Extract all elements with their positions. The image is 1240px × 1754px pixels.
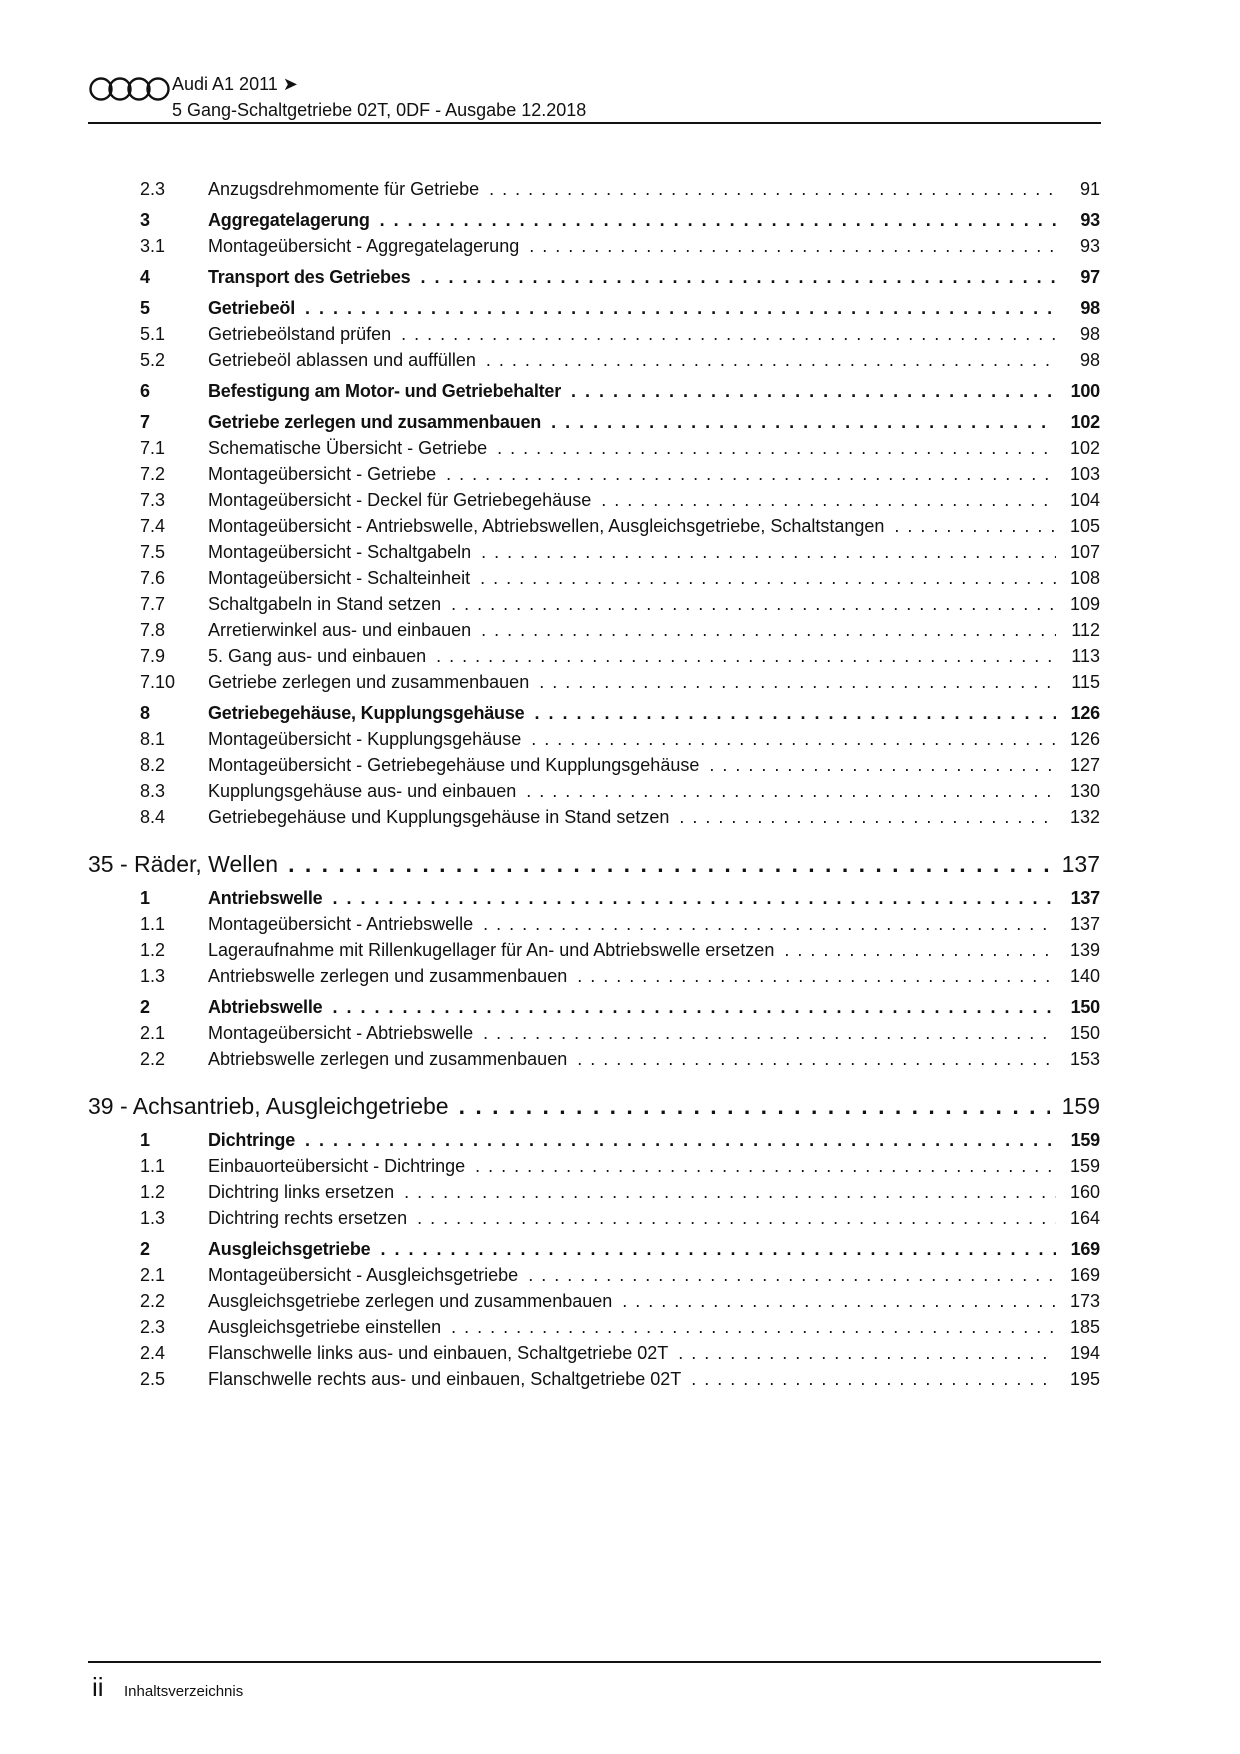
- toc-entry-number: 1.1: [140, 914, 166, 934]
- toc-section-entry[interactable]: [88, 409, 1100, 435]
- toc-entry-page: 98: [1079, 350, 1100, 370]
- toc-entry-number: 1.1: [140, 1156, 166, 1176]
- toc-entry-title: Transport des Getriebes: [208, 267, 411, 287]
- toc-entry-number: 3.1: [140, 236, 166, 256]
- toc-subsection-entry[interactable]: [88, 804, 1100, 830]
- toc-entry-title: Getriebe zerlegen und zusammenbauen: [208, 672, 530, 692]
- dot-leader: [534, 700, 1056, 726]
- toc-entry-page: 164: [1069, 1208, 1100, 1228]
- toc-entry-title: Montageübersicht - Getriebe: [208, 464, 437, 484]
- dot-leader: [784, 937, 1056, 963]
- toc-entry-number: 1: [140, 1130, 150, 1150]
- header-divider: [88, 122, 1101, 124]
- dot-leader: [305, 1127, 1056, 1153]
- toc-subsection-entry[interactable]: [88, 1020, 1100, 1046]
- toc-entry-number: 7.6: [140, 568, 166, 588]
- toc-entry-title: Dichtring rechts ersetzen: [208, 1208, 408, 1228]
- toc-entry-title: Montageübersicht - Ausgleichsgetriebe: [208, 1265, 519, 1285]
- dot-leader: [601, 487, 1056, 513]
- toc-entry-page: 137: [1069, 914, 1100, 934]
- toc-entry-number: 2.1: [140, 1265, 166, 1285]
- toc-subsection-entry[interactable]: [88, 1153, 1100, 1179]
- toc-entry-page: 115: [1071, 672, 1100, 692]
- toc-entry-page: 127: [1069, 755, 1100, 775]
- dot-leader: [497, 435, 1056, 461]
- toc-entry-page: 91: [1079, 179, 1100, 199]
- dot-leader: [481, 617, 1056, 643]
- dot-leader: [380, 207, 1056, 233]
- toc-entry-title: Anzugsdrehmomente für Getriebe: [208, 179, 480, 199]
- toc-subsection-entry[interactable]: [88, 726, 1100, 752]
- dot-leader: [404, 1179, 1056, 1205]
- toc-entry-number: 2: [140, 1239, 150, 1259]
- toc-subsection-entry[interactable]: [88, 233, 1100, 259]
- toc-entry-title: Schaltgabeln in Stand setzen: [208, 594, 442, 614]
- toc-entry-title: Antriebswelle zerlegen und zusammenbauen: [208, 966, 568, 986]
- toc-entry-title: Montageübersicht - Schaltgabeln: [208, 542, 472, 562]
- toc-entry-page: 112: [1071, 620, 1100, 640]
- toc-subsection-entry[interactable]: [88, 347, 1100, 373]
- toc-entry-title: Montageübersicht - Antriebswelle, Abtriebswellen, Ausgleichsgetriebe, Schaltstangen: [208, 516, 885, 536]
- toc-entry-page: 140: [1069, 966, 1100, 986]
- toc-entry-title: Flanschwelle rechts aus- und einbauen, Schaltgetriebe 02T: [208, 1369, 682, 1389]
- toc-entry-page: 97: [1080, 267, 1100, 287]
- toc-entry-title: Flanschwelle links aus- und einbauen, Schaltgetriebe 02T: [208, 1343, 669, 1363]
- toc-entry-title: 39 - Achsantrieb, Ausgleichgetriebe: [88, 1093, 449, 1119]
- toc-subsection-entry[interactable]: [88, 461, 1100, 487]
- toc-entry-title: Aggregatelagerung: [208, 210, 370, 230]
- dot-leader: [528, 1262, 1056, 1288]
- toc-entry-page: 100: [1070, 381, 1100, 401]
- audi-rings-icon: [88, 76, 172, 102]
- toc-entry-page: 137: [1061, 851, 1100, 877]
- toc-subsection-entry[interactable]: [88, 1366, 1100, 1392]
- toc-entry-number: 5.1: [140, 324, 166, 344]
- toc-entry-number: 7.8: [140, 620, 166, 640]
- dot-leader: [539, 669, 1056, 695]
- toc-entry-number: 2.2: [140, 1291, 166, 1311]
- toc-entry-number: 1.2: [140, 1182, 166, 1202]
- toc-subsection-entry[interactable]: [88, 1314, 1100, 1340]
- toc-entry-page: 153: [1069, 1049, 1100, 1069]
- toc-section-entry[interactable]: [88, 994, 1100, 1020]
- toc-subsection-entry[interactable]: [88, 539, 1100, 565]
- toc-entry-title: Dichtringe: [208, 1130, 296, 1150]
- toc-subsection-entry[interactable]: [88, 1205, 1100, 1231]
- toc-entry-title: Antriebswelle: [208, 888, 323, 908]
- dot-leader: [577, 1046, 1056, 1072]
- toc-entry-title: Montageübersicht - Abtriebswelle: [208, 1023, 474, 1043]
- toc-entry-title: Ausgleichsgetriebe zerlegen und zusammenbauen: [208, 1291, 613, 1311]
- toc-entry-number: 5.2: [140, 350, 166, 370]
- toc-entry-number: 1.2: [140, 940, 166, 960]
- toc-entry-title: Dichtring links ersetzen: [208, 1182, 395, 1202]
- toc-entry-page: 126: [1069, 729, 1100, 749]
- toc-entry-number: 4: [140, 267, 150, 287]
- toc-entry-number: 1: [140, 888, 150, 908]
- dot-leader: [529, 233, 1056, 259]
- toc-subsection-entry[interactable]: [88, 1262, 1100, 1288]
- toc-entry-title: Getriebe zerlegen und zusammenbauen: [208, 412, 542, 432]
- toc-entry-page: 194: [1069, 1343, 1100, 1363]
- toc-entry-number: 7.1: [140, 438, 166, 458]
- footer-page-number: ii: [92, 1672, 104, 1702]
- toc-entry-page: 93: [1079, 236, 1100, 256]
- toc-entry-page: 105: [1069, 516, 1100, 536]
- toc-entry-title: Montageübersicht - Aggregatelagerung: [208, 236, 520, 256]
- toc-subsection-entry[interactable]: [88, 435, 1100, 461]
- toc-entry-page: 195: [1069, 1369, 1100, 1389]
- toc-subsection-entry[interactable]: [88, 591, 1100, 617]
- dot-leader: [446, 461, 1056, 487]
- toc-section-entry[interactable]: [88, 295, 1100, 321]
- dot-leader: [678, 1340, 1056, 1366]
- toc-section-entry[interactable]: [88, 1236, 1100, 1262]
- toc-entry-title: Montageübersicht - Kupplungsgehäuse: [208, 729, 522, 749]
- dot-leader: [894, 513, 1056, 539]
- header-model: Audi A1 2011 ➤: [172, 74, 298, 94]
- toc-entry-title: Getriebeöl: [208, 298, 296, 318]
- toc-entry-title: Arretierwinkel aus- und einbauen: [208, 620, 472, 640]
- toc-entry-number: 2.4: [140, 1343, 166, 1363]
- dot-leader: [288, 848, 1050, 880]
- toc-entry-number: 8: [140, 703, 150, 723]
- toc-entry-title: Abtriebswelle: [208, 997, 323, 1017]
- toc-subsection-entry[interactable]: [88, 487, 1100, 513]
- toc-entry-number: 7.2: [140, 464, 166, 484]
- toc-subsection-entry[interactable]: [88, 1340, 1100, 1366]
- toc-subsection-entry[interactable]: [88, 1288, 1100, 1314]
- toc-entry-page: 104: [1069, 490, 1100, 510]
- toc-entry-page: 102: [1069, 438, 1100, 458]
- toc-entry-number: 2.1: [140, 1023, 166, 1043]
- dot-leader: [622, 1288, 1056, 1314]
- dot-leader: [691, 1366, 1056, 1392]
- toc-entry-page: 150: [1069, 1023, 1100, 1043]
- toc-section-entry[interactable]: [88, 1127, 1100, 1153]
- dot-leader: [475, 1153, 1056, 1179]
- toc-subsection-entry[interactable]: [88, 778, 1100, 804]
- dot-leader: [459, 1090, 1050, 1122]
- toc-section-entry[interactable]: [88, 264, 1100, 290]
- toc-entry-title: Getriebegehäuse, Kupplungsgehäuse: [208, 703, 525, 723]
- toc-entry-title: Ausgleichsgetriebe: [208, 1239, 371, 1259]
- toc-subsection-entry[interactable]: [88, 565, 1100, 591]
- header-subtitle: 5 Gang-Schaltgetriebe 02T, 0DF - Ausgabe 12.2018: [172, 100, 587, 120]
- dot-leader: [489, 176, 1056, 202]
- dot-leader: [451, 1314, 1056, 1340]
- toc-section-entry[interactable]: [88, 885, 1100, 911]
- toc-subsection-entry[interactable]: [88, 669, 1100, 695]
- toc-entry-number: 7.7: [140, 594, 166, 614]
- toc-subsection-entry[interactable]: [88, 513, 1100, 539]
- toc-chapter-entry[interactable]: [88, 1090, 1100, 1122]
- toc-entry-number: 8.1: [140, 729, 166, 749]
- toc-entry-page: 139: [1069, 940, 1100, 960]
- toc-subsection-entry[interactable]: [88, 963, 1100, 989]
- dot-leader: [551, 409, 1056, 435]
- toc-subsection-entry[interactable]: [88, 176, 1100, 202]
- dot-leader: [401, 321, 1056, 347]
- toc-section-entry[interactable]: [88, 207, 1100, 233]
- toc-entry-number: 5: [140, 298, 150, 318]
- dot-leader: [483, 1020, 1056, 1046]
- toc-entry-number: 2: [140, 997, 150, 1017]
- toc-entry-title: 35 - Räder, Wellen: [88, 851, 279, 877]
- toc-entry-title: Ausgleichsgetriebe einstellen: [208, 1317, 442, 1337]
- toc-entry-title: Schematische Übersicht - Getriebe: [208, 438, 488, 458]
- dot-leader: [332, 994, 1056, 1020]
- toc-entry-number: 7.9: [140, 646, 166, 666]
- toc-entry-title: Montageübersicht - Schalteinheit: [208, 568, 471, 588]
- dot-leader: [481, 539, 1056, 565]
- toc-entry-page: 169: [1070, 1239, 1100, 1259]
- toc-entry-page: 126: [1070, 703, 1100, 723]
- toc-entry-number: 7.3: [140, 490, 166, 510]
- toc-subsection-entry[interactable]: [88, 937, 1100, 963]
- toc-subsection-entry[interactable]: [88, 643, 1100, 669]
- dot-leader: [305, 295, 1056, 321]
- toc-entry-number: 2.5: [140, 1369, 166, 1389]
- footer-label: Inhaltsverzeichnis: [124, 1683, 244, 1700]
- toc-entry-title: Lageraufnahme mit Rillenkugellager für An- und Abtriebswelle ersetzen: [208, 940, 775, 960]
- toc-entry-title: Getriebegehäuse und Kupplungsgehäuse in Stand setzen: [208, 807, 670, 827]
- toc-entry-number: 7.10: [140, 672, 176, 692]
- dot-leader: [480, 565, 1056, 591]
- toc-entry-title: Getriebeöl ablassen und auffüllen: [208, 350, 476, 370]
- toc-entry-page: 159: [1061, 1093, 1100, 1119]
- toc-entry-page: 185: [1069, 1317, 1100, 1337]
- toc-entry-page: 137: [1070, 888, 1100, 908]
- toc-entry-number: 1.3: [140, 966, 166, 986]
- toc-section-entry[interactable]: [88, 378, 1100, 404]
- dot-leader: [526, 778, 1056, 804]
- toc-entry-page: 132: [1069, 807, 1100, 827]
- toc-entry-title: Montageübersicht - Deckel für Getriebegehäuse: [208, 490, 592, 510]
- toc-entry-number: 7.5: [140, 542, 166, 562]
- toc-entry-number: 1.3: [140, 1208, 166, 1228]
- dot-leader: [420, 264, 1056, 290]
- toc-entry-title: Getriebeölstand prüfen: [208, 324, 392, 344]
- toc-entry-page: 159: [1070, 1130, 1100, 1150]
- footer-divider: [88, 1661, 1101, 1663]
- toc-subsection-entry[interactable]: [88, 752, 1100, 778]
- toc-entry-page: 93: [1080, 210, 1100, 230]
- toc-entry-page: 173: [1069, 1291, 1100, 1311]
- toc-subsection-entry[interactable]: [88, 617, 1100, 643]
- toc-entry-number: 2.3: [140, 179, 166, 199]
- toc-entry-title: Befestigung am Motor- und Getriebehalter: [208, 381, 562, 401]
- dot-leader: [571, 378, 1056, 404]
- dot-leader: [531, 726, 1056, 752]
- toc-subsection-entry[interactable]: [88, 1046, 1100, 1072]
- toc-entry-title: 5. Gang aus- und einbauen: [208, 646, 427, 666]
- toc-entry-number: 8.2: [140, 755, 166, 775]
- toc-entry-page: 98: [1080, 298, 1100, 318]
- dot-leader: [332, 885, 1056, 911]
- dot-leader: [577, 963, 1056, 989]
- toc-entry-number: 8.3: [140, 781, 166, 801]
- toc-entry-page: 107: [1069, 542, 1100, 562]
- toc-entry-title: Abtriebswelle zerlegen und zusammenbauen: [208, 1049, 568, 1069]
- dot-leader: [709, 752, 1056, 778]
- toc-chapter-entry[interactable]: [88, 848, 1100, 880]
- toc-entry-title: Montageübersicht - Antriebswelle: [208, 914, 474, 934]
- toc-section-entry[interactable]: [88, 700, 1100, 726]
- dot-leader: [486, 347, 1056, 373]
- toc-entry-page: 108: [1069, 568, 1100, 588]
- toc-subsection-entry[interactable]: [88, 911, 1100, 937]
- table-of-contents: [88, 176, 1100, 1392]
- toc-entry-page: 159: [1069, 1156, 1100, 1176]
- toc-subsection-entry[interactable]: [88, 321, 1100, 347]
- toc-entry-title: Kupplungsgehäuse aus- und einbauen: [208, 781, 517, 801]
- toc-entry-title: Montageübersicht - Getriebegehäuse und Kupplungsgehäuse: [208, 755, 700, 775]
- toc-entry-page: 102: [1070, 412, 1100, 432]
- toc-entry-page: 169: [1069, 1265, 1100, 1285]
- dot-leader: [483, 911, 1056, 937]
- toc-entry-number: 3: [140, 210, 150, 230]
- toc-entry-page: 130: [1069, 781, 1100, 801]
- toc-entry-number: 2.2: [140, 1049, 166, 1069]
- dot-leader: [380, 1236, 1056, 1262]
- toc-entry-number: 7.4: [140, 516, 166, 536]
- toc-entry-page: 98: [1079, 324, 1100, 344]
- toc-entry-page: 150: [1070, 997, 1100, 1017]
- toc-entry-title: Einbauorteübersicht - Dichtringe: [208, 1156, 466, 1176]
- dot-leader: [679, 804, 1056, 830]
- toc-entry-number: 6: [140, 381, 150, 401]
- toc-entry-number: 8.4: [140, 807, 166, 827]
- toc-entry-number: 7: [140, 412, 150, 432]
- toc-entry-page: 109: [1069, 594, 1100, 614]
- dot-leader: [436, 643, 1056, 669]
- toc-entry-page: 160: [1069, 1182, 1100, 1202]
- toc-entry-number: 2.3: [140, 1317, 166, 1337]
- toc-entry-page: 103: [1069, 464, 1100, 484]
- toc-subsection-entry[interactable]: [88, 1179, 1100, 1205]
- toc-entry-page: 113: [1071, 646, 1100, 666]
- dot-leader: [451, 591, 1056, 617]
- dot-leader: [417, 1205, 1056, 1231]
